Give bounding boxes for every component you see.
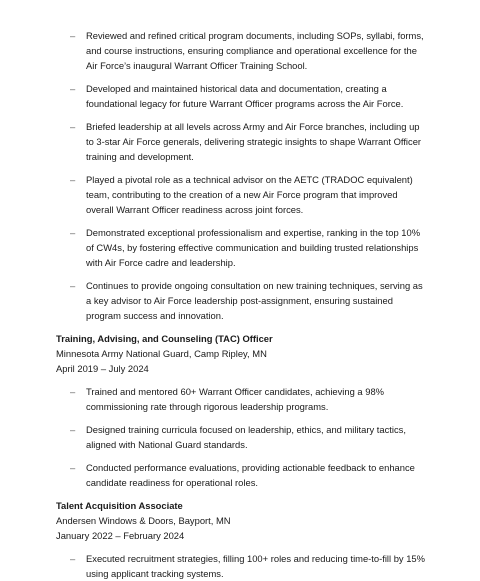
bullet-text: Continues to provide ongoing consultation on new training techniques, serving as a key advisor to Air Force leadership post-assignment, ensuring sustained program success and innovation. xyxy=(86,280,423,321)
job-entry-tac-officer xyxy=(56,331,426,490)
job-entry-talent-acquisition xyxy=(56,498,426,581)
job-dates: January 2022 – February 2024 xyxy=(56,530,185,541)
bullet-dash: – xyxy=(70,462,76,473)
bullet-text: Executed recruitment strategies, filling 100+ roles and reducing time-to-fill by 15% using applicant tracking systems. xyxy=(86,553,425,579)
bullet-text: Reviewed and refined critical program documents, including SOPs, syllabi, forms, and course instructions, ensuring compliance and operational excellence for the Air Force’s inaugural Warrant Officer Training School. xyxy=(86,30,424,71)
list-item xyxy=(56,278,426,323)
job-organization: Minnesota Army National Guard, Camp Ripley, MN xyxy=(56,348,267,359)
list-item xyxy=(56,28,426,73)
intro-bullet-list xyxy=(56,28,426,323)
bullet-text: Trained and mentored 60+ Warrant Officer candidates, achieving a 98% commissioning rate through rigorous leadership programs. xyxy=(86,386,384,412)
bullet-dash: – xyxy=(70,280,76,291)
bullet-dash: – xyxy=(70,553,76,564)
job-title: Training, Advising, and Counseling (TAC) Officer xyxy=(56,333,273,344)
list-item xyxy=(56,551,426,581)
bullet-dash: – xyxy=(70,174,76,185)
list-item xyxy=(56,460,426,490)
job-organization: Andersen Windows & Doors, Bayport, MN xyxy=(56,515,231,526)
bullet-text: Briefed leadership at all levels across Army and Air Force branches, including up to 3-star Air Force generals, delivering strategic insights to shape Warrant Officer training and development. xyxy=(86,121,422,162)
bullet-dash: – xyxy=(70,386,76,397)
job-bullet-list xyxy=(56,384,426,490)
bullet-text: Designed training curricula focused on leadership, ethics, and military tactics, aligned with National Guard standards. xyxy=(86,424,406,450)
list-item xyxy=(56,422,426,452)
bullet-text: Conducted performance evaluations, providing actionable feedback to enhance candidate readiness for operational roles. xyxy=(86,462,415,488)
list-item xyxy=(56,119,426,164)
bullet-dash: – xyxy=(70,121,76,132)
list-item xyxy=(56,172,426,217)
bullet-text: Demonstrated exceptional professionalism and expertise, ranking in the top 10% of CW4s, by fostering effective communication and building trusted relationships with Air Force cadre and leadership. xyxy=(86,227,421,268)
bullet-dash: – xyxy=(70,83,76,94)
list-item xyxy=(56,225,426,270)
bullet-text: Developed and maintained historical data and documentation, creating a foundational legacy for future Warrant Officer programs across the Air Force. xyxy=(86,83,404,109)
bullet-dash: – xyxy=(70,30,76,41)
bullet-text: Played a pivotal role as a technical advisor on the AETC (TRADOC equivalent) team, contributing to the creation of a new Air Force program that improved overall Warrant Officer readiness across joint forces. xyxy=(86,174,413,215)
list-item xyxy=(56,81,426,111)
list-item xyxy=(56,384,426,414)
job-title: Talent Acquisition Associate xyxy=(56,500,183,511)
bullet-dash: – xyxy=(70,424,76,435)
bullet-dash: – xyxy=(70,227,76,238)
job-bullet-list xyxy=(56,551,426,581)
job-dates: April 2019 – July 2024 xyxy=(56,363,149,374)
